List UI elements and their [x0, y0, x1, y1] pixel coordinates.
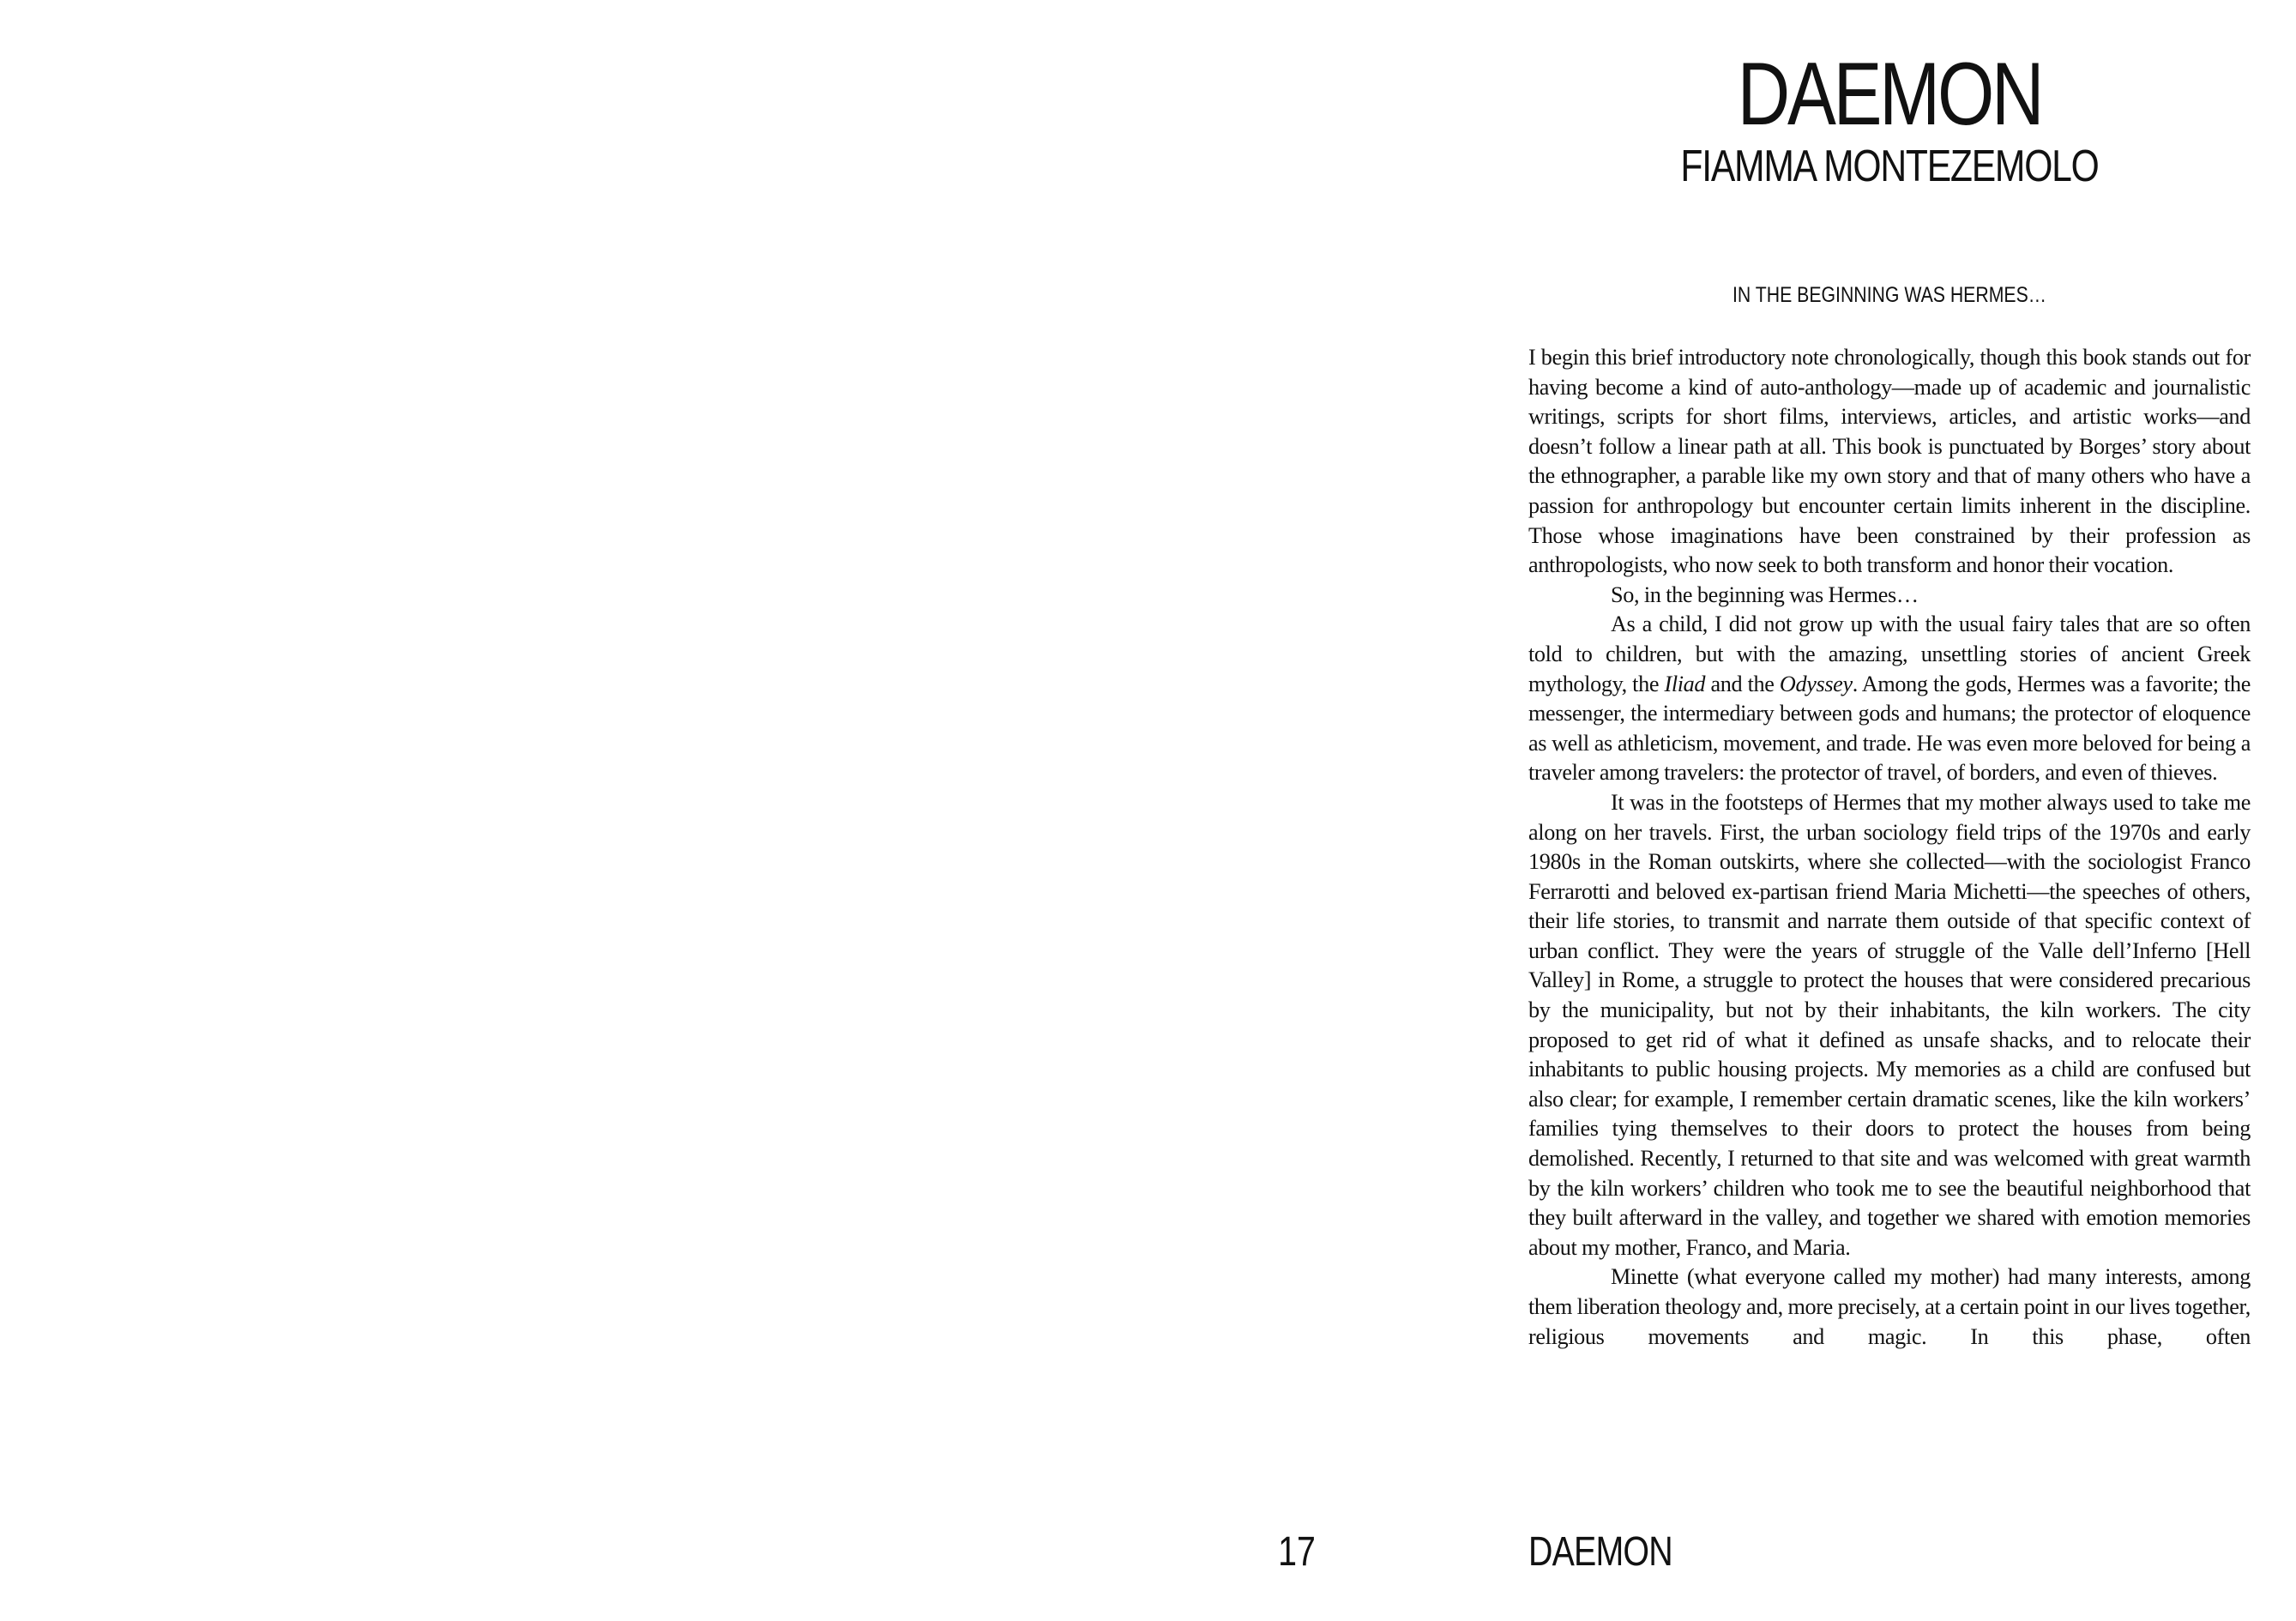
iliad-title: Iliad [1664, 671, 1706, 696]
body-text [1528, 343, 2251, 1352]
odyssey-title: Odyssey [1779, 671, 1853, 696]
book-title: DAEMON [1737, 45, 2042, 144]
paragraph-3-part-3: . Among the gods, Hermes was a favorite; the messenger, the intermediary between gods and humans; the protector of eloquence as well as athleticism, movement, and trade. He was even more beloved for being a traveler among travelers: the protector of travel, of borders, and even of thieves. [1528, 671, 2251, 786]
paragraph-2: So, in the beginning was Hermes… [1611, 582, 1919, 607]
paragraph-5: Minette (what everyone called my mother) had many interests, among them liberation theology and, more precisely, at a certain point in our lives together, religious movements and magic. In this phase, often [1528, 1264, 2251, 1349]
paragraph-3 [1528, 610, 2251, 788]
running-footer: DAEMON [1528, 1529, 1672, 1575]
paragraph-3-part-2: and the [1705, 671, 1780, 696]
author-name: FIAMMA MONTEZEMOLO [1680, 142, 2099, 191]
section-heading: IN THE BEGINNING WAS HERMES… [1732, 283, 2047, 307]
paragraph-4: It was in the footsteps of Hermes that my mother always used to take me along on her travels. First, the urban sociology field trips of the 1970s and early 1980s in the Roman outskirts, where she collected—with the sociologist Franco Ferrarotti and beloved ex-partisan friend Maria Michetti—the speeches of others, their life stories, to transmit and narrate them outside of that specific context of urban conflict. They were the years of struggle of the Valle dell’Inferno [Hell Valley] in Rome, a struggle to protect the houses that were considered precarious by the municipality, but not by their inhabitants, the kiln workers. The city proposed to get rid of what it defined as unsafe shacks, and to relocate their inhabitants to public housing projects. My memories as a child are confused but also clear; for example, I remember certain dramatic scenes, like the kiln workers’ families tying themselves to their doors to protect the houses from being demolished. Recently, I returned to that site and was welcomed with great warmth by the kiln workers’ children who took me to see the beautiful neighborhood that they built afterward in the valley, and together we shared with emotion memories about my mother, Franco, and Maria. [1528, 789, 2251, 1260]
paragraph-1: I begin this brief introductory note chronologically, though this book stands out for having become a kind of auto-anthology—made up of academic and journalistic writings, scripts for short films, interviews, articles, and artistic works—and doesn’t follow a linear path at all. This book is punctuated by Borges’ story about the ethnographer, a parable like my own story and that of many others who have a passion for anthropology but encounter certain limits inherent in the discipline. Those whose imaginations have been constrained by their profession as anthropologists, who now seek to both transform and honor their vocation. [1528, 345, 2251, 578]
page-number: 17 [1278, 1529, 1316, 1575]
paragraph-3-part-1: As a child, I did not grow up with the usual fairy tales that are so often told to children, but with the amazing, unsettling stories of ancient Greek mythology, the [1528, 612, 2251, 696]
